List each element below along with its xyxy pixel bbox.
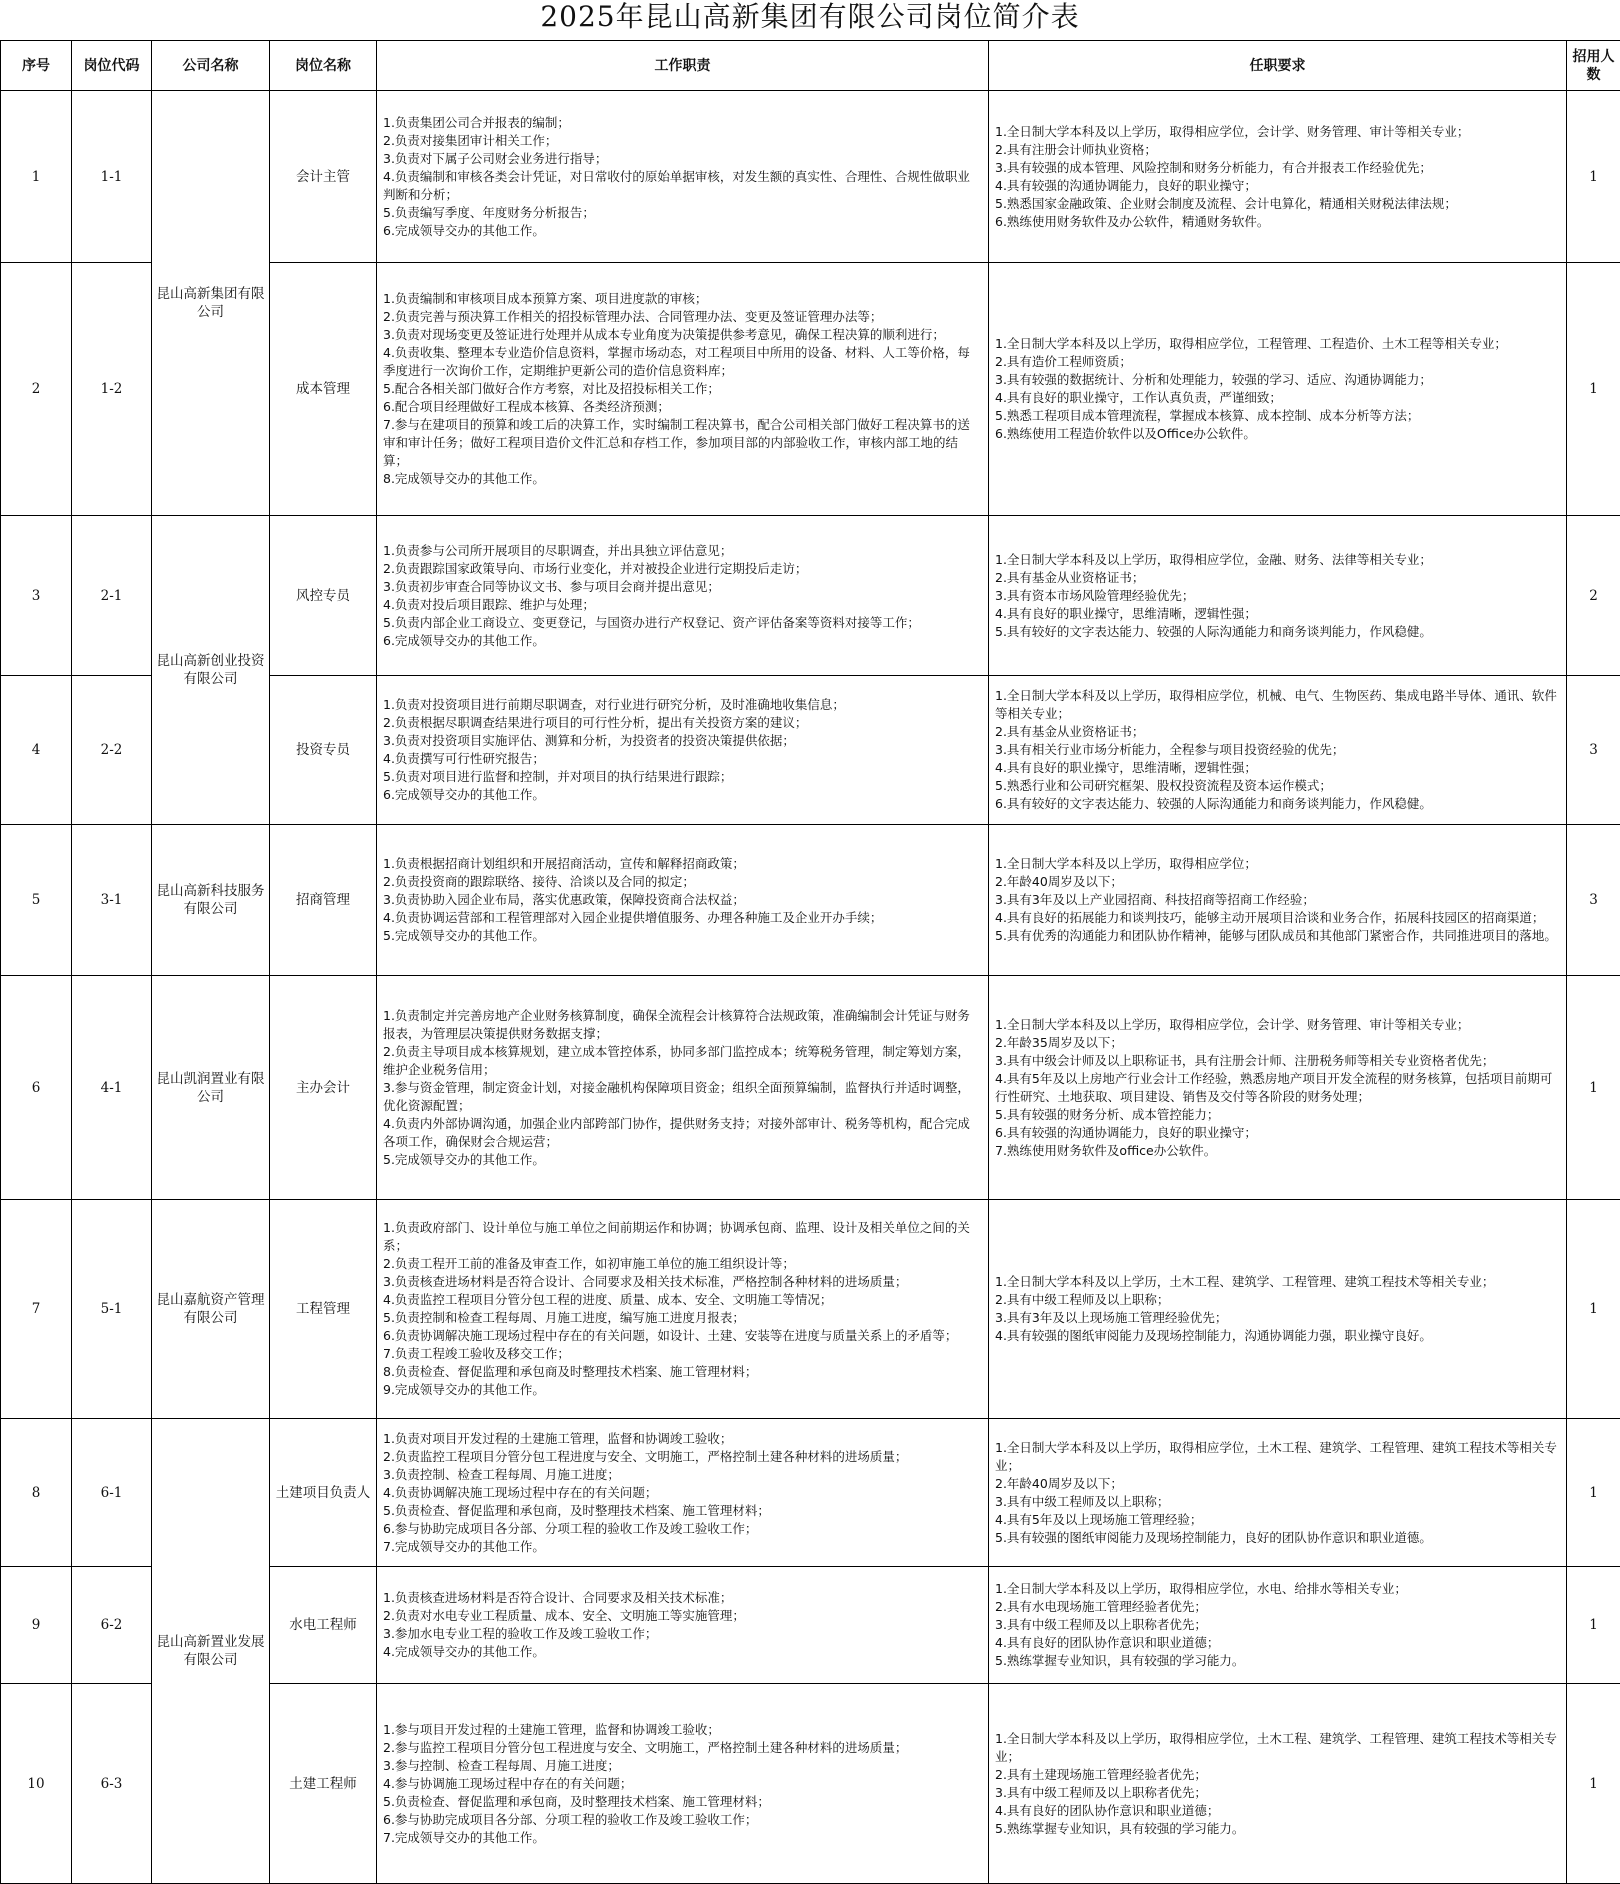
company-name: 昆山高新科技服务有限公司 bbox=[152, 825, 270, 976]
requirement-item: 2.年龄40周岁及以下； bbox=[995, 1475, 1558, 1493]
duty-item: 5.配合各相关部门做好合作方考察，对比及招投标相关工作； bbox=[383, 380, 980, 398]
requirements-cell bbox=[989, 976, 1567, 1200]
company-name: 昆山高新创业投资有限公司 bbox=[152, 516, 270, 825]
requirement-item: 1.全日制大学本科及以上学历，取得相应学位，工程管理、工程造价、土木工程等相关专业； bbox=[995, 335, 1558, 353]
requirement-item: 7.熟练使用财务软件及office办公软件。 bbox=[995, 1142, 1558, 1160]
duties-cell bbox=[377, 1200, 989, 1419]
header-code: 岗位代码 bbox=[72, 41, 152, 91]
requirement-item: 3.具有3年及以上产业园招商、科技招商等招商工作经验； bbox=[995, 891, 1558, 909]
header-duties: 工作职责 bbox=[377, 41, 989, 91]
position-name: 土建工程师 bbox=[270, 1684, 377, 1884]
requirement-item: 1.全日制大学本科及以上学历，取得相应学位，土木工程、建筑学、工程管理、建筑工程技术等相关专业； bbox=[995, 1439, 1558, 1475]
duty-item: 1.负责对项目开发过程的土建施工管理，监督和协调竣工验收； bbox=[383, 1430, 980, 1448]
requirement-item: 6.熟练使用财务软件及办公软件，精通财务软件。 bbox=[995, 213, 1558, 231]
table-row bbox=[1, 825, 1620, 976]
requirement-item: 4.具有5年及以上房地产行业会计工作经验，熟悉房地产项目开发全流程的财务核算，包括项目前期可行性研究、土地获取、项目建设、销售及交付等各阶段的财务处理； bbox=[995, 1070, 1558, 1106]
duty-item: 3.负责对投资项目实施评估、测算和分析，为投资者的投资决策提供依据； bbox=[383, 732, 980, 750]
requirements-cell bbox=[989, 1200, 1567, 1419]
duty-item: 4.负责协调解决施工现场过程中存在的有关问题； bbox=[383, 1484, 980, 1502]
position-name: 土建项目负责人 bbox=[270, 1419, 377, 1567]
requirement-item: 2.具有注册会计师执业资格； bbox=[995, 141, 1558, 159]
requirement-item: 2.具有基金从业资格证书； bbox=[995, 569, 1558, 587]
duty-item: 1.负责编制和审核项目成本预算方案、项目进度款的审核； bbox=[383, 290, 980, 308]
duty-item: 3.参与资金管理，制定资金计划，对接金融机构保障项目资金；组织全面预算编制，监督执行并适时调整，优化资源配置； bbox=[383, 1079, 980, 1115]
job-table bbox=[0, 40, 1620, 1884]
header-company: 公司名称 bbox=[152, 41, 270, 91]
requirement-item: 5.熟悉国家金融政策、企业财会制度及流程、会计电算化，精通相关财税法律法规； bbox=[995, 195, 1558, 213]
requirement-item: 3.具有相关行业市场分析能力，全程参与项目投资经验的优先； bbox=[995, 741, 1558, 759]
hire-count: 1 bbox=[1567, 263, 1620, 516]
position-code: 2-1 bbox=[72, 516, 152, 676]
duty-item: 6.参与协助完成项目各分部、分项工程的验收工作及竣工验收工作； bbox=[383, 1520, 980, 1538]
duty-item: 4.负责收集、整理本专业造价信息资料，掌握市场动态，对工程项目中所用的设备、材料、人工等价格，每季度进行一次询价工作，定期维护更新公司的造价信息资料库； bbox=[383, 344, 980, 380]
requirement-item: 3.具有较强的数据统计、分析和处理能力，较强的学习、适应、沟通协调能力； bbox=[995, 371, 1558, 389]
requirement-item: 1.全日制大学本科及以上学历，取得相应学位，土木工程、建筑学、工程管理、建筑工程技术等相关专业； bbox=[995, 1730, 1558, 1766]
duty-item: 4.负责监控工程项目分管分包工程的进度、质量、成本、安全、文明施工等情况； bbox=[383, 1291, 980, 1309]
requirement-item: 5.具有较好的文字表达能力、较强的人际沟通能力和商务谈判能力，作风稳健。 bbox=[995, 623, 1558, 641]
duty-item: 5.负责检查、督促监理和承包商，及时整理技术档案、施工管理材料； bbox=[383, 1793, 980, 1811]
requirement-item: 2.具有土建现场施工管理经验者优先； bbox=[995, 1766, 1558, 1784]
requirement-item: 1.全日制大学本科及以上学历，取得相应学位； bbox=[995, 855, 1558, 873]
duty-item: 2.参与监控工程项目分管分包工程进度与安全、文明施工，严格控制土建各种材料的进场质量； bbox=[383, 1739, 980, 1757]
requirements-cell bbox=[989, 263, 1567, 516]
requirement-item: 1.全日制大学本科及以上学历，取得相应学位，机械、电气、生物医药、集成电路半导体、通讯、软件等相关专业； bbox=[995, 687, 1558, 723]
hire-count: 1 bbox=[1567, 1200, 1620, 1419]
requirements-cell bbox=[989, 1419, 1567, 1567]
requirement-item: 2.具有中级工程师及以上职称； bbox=[995, 1291, 1558, 1309]
duty-item: 6.负责协调解决施工现场过程中存在的有关问题，如设计、土建、安装等在进度与质量关系上的矛盾等； bbox=[383, 1327, 980, 1345]
duty-item: 2.负责对水电专业工程质量、成本、安全、文明施工等实施管理； bbox=[383, 1607, 980, 1625]
position-code: 6-3 bbox=[72, 1684, 152, 1884]
duty-item: 1.参与项目开发过程的土建施工管理，监督和协调竣工验收； bbox=[383, 1721, 980, 1739]
hire-count: 3 bbox=[1567, 825, 1620, 976]
requirement-item: 4.具有良好的职业操守，思维清晰，逻辑性强； bbox=[995, 759, 1558, 777]
requirement-item: 3.具有中级工程师及以上职称者优先； bbox=[995, 1784, 1558, 1802]
table-row bbox=[1, 976, 1620, 1200]
requirement-item: 3.具有较强的成本管理、风险控制和财务分析能力，有合并报表工作经验优先； bbox=[995, 159, 1558, 177]
row-number: 7 bbox=[1, 1200, 72, 1419]
duty-item: 2.负责工程开工前的准备及审查工作，如初审施工单位的施工组织设计等； bbox=[383, 1255, 980, 1273]
duties-cell bbox=[377, 263, 989, 516]
requirement-item: 6.熟练使用工程造价软件以及Office办公软件。 bbox=[995, 425, 1558, 443]
requirement-item: 6.具有较好的文字表达能力、较强的人际沟通能力和商务谈判能力，作风稳健。 bbox=[995, 795, 1558, 813]
requirement-item: 3.具有3年及以上现场施工管理经验优先； bbox=[995, 1309, 1558, 1327]
requirement-item: 1.全日制大学本科及以上学历，取得相应学位，水电、给排水等相关专业； bbox=[995, 1580, 1558, 1598]
duty-item: 4.参与协调施工现场过程中存在的有关问题； bbox=[383, 1775, 980, 1793]
duty-item: 2.负责主导项目成本核算规划，建立成本管控体系，协同多部门监控成本；统筹税务管理，制定筹划方案，维护企业税务信用； bbox=[383, 1043, 980, 1079]
requirement-item: 1.全日制大学本科及以上学历，取得相应学位，会计学、财务管理、审计等相关专业； bbox=[995, 1016, 1558, 1034]
duty-item: 5.负责控制和检查工程每周、月施工进度，编写施工进度月报表； bbox=[383, 1309, 980, 1327]
requirement-item: 5.具有优秀的沟通能力和团队协作精神，能够与团队成员和其他部门紧密合作，共同推进项目的落地。 bbox=[995, 927, 1558, 945]
duty-item: 2.负责完善与预决算工作相关的招投标管理办法、合同管理办法、变更及签证管理办法等； bbox=[383, 308, 980, 326]
duty-item: 6.参与协助完成项目各分部、分项工程的验收工作及竣工验收工作； bbox=[383, 1811, 980, 1829]
position-name: 风控专员 bbox=[270, 516, 377, 676]
requirement-item: 5.具有较强的财务分析、成本管控能力； bbox=[995, 1106, 1558, 1124]
duties-cell bbox=[377, 1684, 989, 1884]
duty-item: 2.负责跟踪国家政策导向、市场行业变化，并对被投企业进行定期投后走访； bbox=[383, 560, 980, 578]
duty-item: 5.完成领导交办的其他工作。 bbox=[383, 927, 980, 945]
header-no: 序号 bbox=[1, 41, 72, 91]
duty-item: 4.负责编制和审核各类会计凭证，对日常收付的原始单据审核，对发生额的真实性、合理性、合规性做职业判断和分析； bbox=[383, 168, 980, 204]
requirement-item: 3.具有中级工程师及以上职称； bbox=[995, 1493, 1558, 1511]
requirement-item: 3.具有中级工程师及以上职称者优先； bbox=[995, 1616, 1558, 1634]
duty-item: 1.负责对投资项目进行前期尽职调查，对行业进行研究分析，及时准确地收集信息； bbox=[383, 696, 980, 714]
requirements-cell bbox=[989, 516, 1567, 676]
duty-item: 1.负责政府部门、设计单位与施工单位之间前期运作和协调；协调承包商、监理、设计及相关单位之间的关系； bbox=[383, 1219, 980, 1255]
requirement-item: 4.具有良好的职业操守，工作认真负责，严谨细致； bbox=[995, 389, 1558, 407]
duty-item: 3.负责对现场变更及签证进行处理并从成本专业角度为决策提供参考意见，确保工程决算的顺利进行； bbox=[383, 326, 980, 344]
table-row bbox=[1, 1419, 1620, 1567]
table-row bbox=[1, 91, 1620, 263]
duty-item: 1.负责核查进场材料是否符合设计、合同要求及相关技术标准； bbox=[383, 1589, 980, 1607]
duty-item: 6.完成领导交办的其他工作。 bbox=[383, 786, 980, 804]
duty-item: 3.负责对下属子公司财会业务进行指导； bbox=[383, 150, 980, 168]
company-name: 昆山嘉航资产管理有限公司 bbox=[152, 1200, 270, 1419]
duty-item: 1.负责参与公司所开展项目的尽职调查，并出具独立评估意见； bbox=[383, 542, 980, 560]
duty-item: 6.完成领导交办的其他工作。 bbox=[383, 222, 980, 240]
duty-item: 3.负责协助入园企业布局，落实优惠政策，保障投资商合法权益； bbox=[383, 891, 980, 909]
duty-item: 7.参与在建项目的预算和竣工后的决算工作，实时编制工程决算书，配合公司相关部门做好工程决算书的送审和审计任务；做好工程项目造价文件汇总和存档工作，参加项目部的内部验收工作，审核内部工地的结算； bbox=[383, 416, 980, 470]
duties-cell bbox=[377, 91, 989, 263]
duty-item: 5.负责内部企业工商设立、变更登记，与国资办进行产权登记、资产评估备案等资料对接等工作； bbox=[383, 614, 980, 632]
company-name: 昆山高新置业发展有限公司 bbox=[152, 1419, 270, 1884]
duty-item: 6.配合项目经理做好工程成本核算、各类经济预测； bbox=[383, 398, 980, 416]
requirement-item: 4.具有良好的拓展能力和谈判技巧，能够主动开展项目洽谈和业务合作，拓展科技园区的招商渠道； bbox=[995, 909, 1558, 927]
requirement-item: 5.熟练掌握专业知识，具有较强的学习能力。 bbox=[995, 1820, 1558, 1838]
position-code: 4-1 bbox=[72, 976, 152, 1200]
position-name: 招商管理 bbox=[270, 825, 377, 976]
duties-cell bbox=[377, 976, 989, 1200]
duty-item: 7.完成领导交办的其他工作。 bbox=[383, 1538, 980, 1556]
company-name: 昆山高新集团有限公司 bbox=[152, 91, 270, 516]
row-number: 9 bbox=[1, 1567, 72, 1684]
duty-item: 3.负责初步审查合同等协议文书、参与项目会商并提出意见； bbox=[383, 578, 980, 596]
duty-item: 8.完成领导交办的其他工作。 bbox=[383, 470, 980, 488]
requirement-item: 1.全日制大学本科及以上学历，取得相应学位，会计学、财务管理、审计等相关专业； bbox=[995, 123, 1558, 141]
duty-item: 3.负责核查进场材料是否符合设计、合同要求及相关技术标准，严格控制各种材料的进场质量； bbox=[383, 1273, 980, 1291]
requirements-cell bbox=[989, 1567, 1567, 1684]
requirements-cell bbox=[989, 91, 1567, 263]
requirement-item: 2.年龄35周岁及以下； bbox=[995, 1034, 1558, 1052]
row-number: 1 bbox=[1, 91, 72, 263]
hire-count: 1 bbox=[1567, 1684, 1620, 1884]
header-position: 岗位名称 bbox=[270, 41, 377, 91]
position-name: 主办会计 bbox=[270, 976, 377, 1200]
duty-item: 3.参与控制、检查工程每周、月施工进度； bbox=[383, 1757, 980, 1775]
position-name: 水电工程师 bbox=[270, 1567, 377, 1684]
row-number: 5 bbox=[1, 825, 72, 976]
position-code: 2-2 bbox=[72, 676, 152, 825]
header-count: 招用人数 bbox=[1567, 41, 1620, 91]
requirement-item: 4.具有较强的沟通协调能力，良好的职业操守； bbox=[995, 177, 1558, 195]
duties-cell bbox=[377, 1567, 989, 1684]
requirement-item: 5.熟悉工程项目成本管理流程，掌握成本核算、成本控制、成本分析等方法； bbox=[995, 407, 1558, 425]
company-name: 昆山凯润置业有限公司 bbox=[152, 976, 270, 1200]
requirement-item: 4.具有较强的图纸审阅能力及现场控制能力，沟通协调能力强，职业操守良好。 bbox=[995, 1327, 1558, 1345]
duty-item: 5.完成领导交办的其他工作。 bbox=[383, 1151, 980, 1169]
hire-count: 2 bbox=[1567, 516, 1620, 676]
duties-cell bbox=[377, 825, 989, 976]
row-number: 8 bbox=[1, 1419, 72, 1567]
duty-item: 1.负责制定并完善房地产企业财务核算制度，确保全流程会计核算符合法规政策，准确编制会计凭证与财务报表，为管理层决策提供财务数据支撑； bbox=[383, 1007, 980, 1043]
requirement-item: 1.全日制大学本科及以上学历，取得相应学位，金融、财务、法律等相关专业； bbox=[995, 551, 1558, 569]
requirement-item: 5.具有较强的图纸审阅能力及现场控制能力，良好的团队协作意识和职业道德。 bbox=[995, 1529, 1558, 1547]
duty-item: 4.负责协调运营部和工程管理部对入园企业提供增值服务、办理各种施工及企业开办手续； bbox=[383, 909, 980, 927]
duty-item: 4.负责对投后项目跟踪、维护与处理； bbox=[383, 596, 980, 614]
position-code: 1-1 bbox=[72, 91, 152, 263]
requirement-item: 2.年龄40周岁及以下； bbox=[995, 873, 1558, 891]
requirement-item: 6.具有较强的沟通协调能力，良好的职业操守； bbox=[995, 1124, 1558, 1142]
row-number: 3 bbox=[1, 516, 72, 676]
requirement-item: 5.熟练掌握专业知识，具有较强的学习能力。 bbox=[995, 1652, 1558, 1670]
requirement-item: 4.具有良好的团队协作意识和职业道德； bbox=[995, 1802, 1558, 1820]
requirement-item: 4.具有5年及以上现场施工管理经验； bbox=[995, 1511, 1558, 1529]
duty-item: 4.负责撰写可行性研究报告； bbox=[383, 750, 980, 768]
row-number: 10 bbox=[1, 1684, 72, 1884]
duty-item: 6.完成领导交办的其他工作。 bbox=[383, 632, 980, 650]
hire-count: 1 bbox=[1567, 1567, 1620, 1684]
duty-item: 7.负责工程竣工验收及移交工作； bbox=[383, 1345, 980, 1363]
duty-item: 3.负责控制、检查工程每周、月施工进度； bbox=[383, 1466, 980, 1484]
requirement-item: 3.具有资本市场风险管理经验优先； bbox=[995, 587, 1558, 605]
position-code: 5-1 bbox=[72, 1200, 152, 1419]
duty-item: 9.完成领导交办的其他工作。 bbox=[383, 1381, 980, 1399]
row-number: 2 bbox=[1, 263, 72, 516]
requirement-item: 2.具有造价工程师资质； bbox=[995, 353, 1558, 371]
requirement-item: 3.具有中级会计师及以上职称证书，具有注册会计师、注册税务师等相关专业资格者优先； bbox=[995, 1052, 1558, 1070]
position-name: 会计主管 bbox=[270, 91, 377, 263]
page-title: 2025年昆山高新集团有限公司岗位简介表 bbox=[0, 0, 1620, 40]
position-name: 投资专员 bbox=[270, 676, 377, 825]
requirement-item: 5.熟悉行业和公司研究框架、股权投资流程及资本运作模式； bbox=[995, 777, 1558, 795]
requirements-cell bbox=[989, 825, 1567, 976]
position-code: 1-2 bbox=[72, 263, 152, 516]
duty-item: 2.负责对接集团审计相关工作； bbox=[383, 132, 980, 150]
duties-cell bbox=[377, 676, 989, 825]
duty-item: 5.负责编写季度、年度财务分析报告； bbox=[383, 204, 980, 222]
duty-item: 7.完成领导交办的其他工作。 bbox=[383, 1829, 980, 1847]
duties-cell bbox=[377, 1419, 989, 1567]
duty-item: 2.负责投资商的跟踪联络、接待、洽谈以及合同的拟定； bbox=[383, 873, 980, 891]
requirements-cell bbox=[989, 676, 1567, 825]
duty-item: 5.负责检查、督促监理和承包商，及时整理技术档案、施工管理材料； bbox=[383, 1502, 980, 1520]
table-row bbox=[1, 1200, 1620, 1419]
row-number: 4 bbox=[1, 676, 72, 825]
duty-item: 4.完成领导交办的其他工作。 bbox=[383, 1643, 980, 1661]
position-code: 6-2 bbox=[72, 1567, 152, 1684]
duty-item: 2.负责监控工程项目分管分包工程进度与安全、文明施工，严格控制土建各种材料的进场质量； bbox=[383, 1448, 980, 1466]
duties-cell bbox=[377, 516, 989, 676]
hire-count: 1 bbox=[1567, 1419, 1620, 1567]
duty-item: 8.负责检查、督促监理和承包商及时整理技术档案、施工管理材料； bbox=[383, 1363, 980, 1381]
requirement-item: 1.全日制大学本科及以上学历，土木工程、建筑学、工程管理、建筑工程技术等相关专业； bbox=[995, 1273, 1558, 1291]
hire-count: 1 bbox=[1567, 91, 1620, 263]
requirement-item: 4.具有良好的团队协作意识和职业道德； bbox=[995, 1634, 1558, 1652]
position-code: 6-1 bbox=[72, 1419, 152, 1567]
table-row bbox=[1, 516, 1620, 676]
header-row bbox=[1, 41, 1620, 91]
hire-count: 3 bbox=[1567, 676, 1620, 825]
requirement-item: 2.具有基金从业资格证书； bbox=[995, 723, 1558, 741]
duty-item: 1.负责根据招商计划组织和开展招商活动，宣传和解释招商政策； bbox=[383, 855, 980, 873]
duty-item: 4.负责内外部协调沟通，加强企业内部跨部门协作，提供财务支持；对接外部审计、税务等机构，配合完成各项工作，确保财会合规运营； bbox=[383, 1115, 980, 1151]
requirement-item: 2.具有水电现场施工管理经验者优先； bbox=[995, 1598, 1558, 1616]
row-number: 6 bbox=[1, 976, 72, 1200]
position-code: 3-1 bbox=[72, 825, 152, 976]
position-name: 工程管理 bbox=[270, 1200, 377, 1419]
requirement-item: 4.具有良好的职业操守，思维清晰，逻辑性强； bbox=[995, 605, 1558, 623]
requirements-cell bbox=[989, 1684, 1567, 1884]
position-name: 成本管理 bbox=[270, 263, 377, 516]
duty-item: 1.负责集团公司合并报表的编制； bbox=[383, 114, 980, 132]
duty-item: 5.负责对项目进行监督和控制，并对项目的执行结果进行跟踪； bbox=[383, 768, 980, 786]
duty-item: 3.参加水电专业工程的验收工作及竣工验收工作； bbox=[383, 1625, 980, 1643]
header-requirements: 任职要求 bbox=[989, 41, 1567, 91]
hire-count: 1 bbox=[1567, 976, 1620, 1200]
duty-item: 2.负责根据尽职调查结果进行项目的可行性分析，提出有关投资方案的建议； bbox=[383, 714, 980, 732]
